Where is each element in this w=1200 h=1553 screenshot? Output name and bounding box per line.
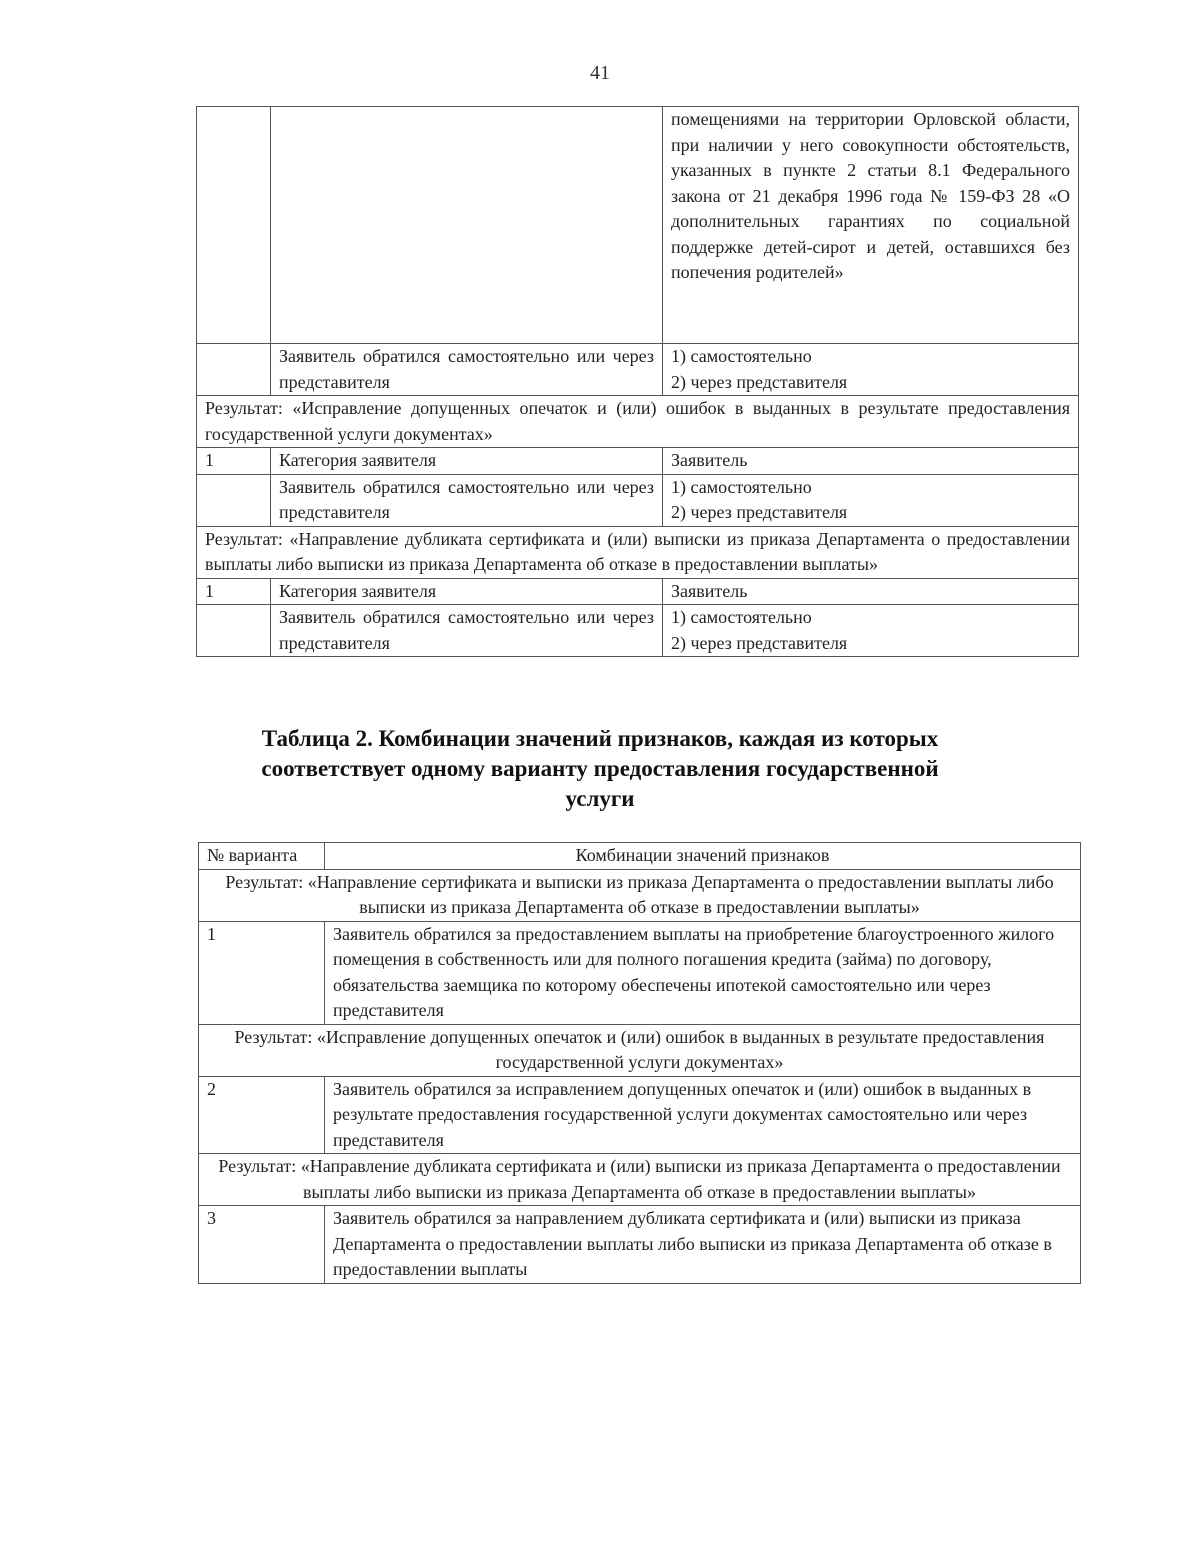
cell-number [197,605,271,657]
table-row [197,107,1079,344]
cell-value: помещениями на территории Орловской области, при наличии у него совокупности обстоятельств, указанных в пункте 2 статьи 8.1 Федерального закона от 21 декабря 1996 года № 159-ФЗ 28 «О дополнительных гарантиях по социальной поддержке детей-сирот и детей, оставшихся без попечения родителей» [663,107,1079,344]
result-cell: Результат: «Исправление допущенных опечаток и (или) ошибок в выданных в результате предоставления государственной услуги документах» [197,396,1079,448]
result-cell: Результат: «Направление сертификата и выписки из приказа Департамента о предоставлении выплаты либо выписки из приказа Департамента об отказе в предоставлении выплаты» [199,869,1081,921]
value-option: 2) через представителя [671,371,848,392]
result-row [197,396,1079,448]
table-header-row [199,843,1081,870]
cell-label [271,107,663,344]
value-option: 1) самостоятельно [671,607,812,627]
table-row [197,344,1079,396]
cell-value [663,344,1079,396]
header-variant-number: № варианта [199,843,325,870]
result-row [199,869,1081,921]
table-row [199,1076,1081,1154]
variant-number: 1 [199,921,325,1024]
table-row [197,474,1079,526]
cell-number [197,474,271,526]
result-cell: Результат: «Направление дубликата сертификата и (или) выписки из приказа Департамента о предоставлении выплаты либо выписки из приказа Департамента об отказе в предоставлении выплаты» [197,526,1079,578]
table-row [197,578,1079,605]
cell-number: 1 [197,448,271,475]
result-cell: Результат: «Направление дубликата сертификата и (или) выписки из приказа Департамента о предоставлении выплаты либо выписки из приказа Департамента об отказе в предоставлении выплаты» [199,1154,1081,1206]
variant-description: Заявитель обратился за исправлением допущенных опечаток и (или) ошибок в выданных в результате предоставления государственной услуги документах самостоятельно или через представителя [325,1076,1081,1154]
table-row [197,448,1079,475]
cell-label: Заявитель обратился самостоятельно или через представителя [271,605,663,657]
table-row [199,921,1081,1024]
cell-value: Заявитель [663,578,1079,605]
result-cell: Результат: «Исправление допущенных опечаток и (или) ошибок в выданных в результате предоставления государственной услуги документах» [199,1024,1081,1076]
value-option: 1) самостоятельно [671,476,812,497]
cell-label: Заявитель обратился самостоятельно или через представителя [271,344,663,396]
result-row [199,1024,1081,1076]
variants-table [198,842,1081,1284]
table-title: Таблица 2. Комбинации значений признаков, каждая из которых соответствует одному варианту предоставления государственной услуги [261,726,939,811]
cell-label: Заявитель обратился самостоятельно или через представителя [271,474,663,526]
cell-value: Заявитель [663,448,1079,475]
cell-number [197,344,271,396]
cell-number: 1 [197,578,271,605]
result-row [197,526,1079,578]
cell-label: Категория заявителя [271,448,663,475]
cell-label: Категория заявителя [271,578,663,605]
cell-value [663,605,1079,657]
result-row [199,1154,1081,1206]
variant-description: Заявитель обратился за предоставлением выплаты на приобретение благоустроенного жилого помещения в собственность или для полного погашения кредита (займа) по договору, обязательства заемщика по которому обеспечены ипотекой самостоятельно или через представителя [325,921,1081,1024]
cell-value [663,474,1079,526]
page-number: 41 [590,62,610,84]
header-combinations: Комбинации значений признаков [325,843,1081,870]
variant-number: 2 [199,1076,325,1154]
value-option: 1) самостоятельно [671,346,812,366]
cell-number [197,107,271,344]
variant-description: Заявитель обратился за направлением дубликата сертификата и (или) выписки из приказа Департамента о предоставлении выплаты либо выписки из приказа Департамента об отказе в предоставлении выплаты [325,1206,1081,1284]
value-option: 2) через представителя [671,632,848,653]
table-row [199,1206,1081,1284]
criteria-table-continued [196,106,1079,657]
variant-number: 3 [199,1206,325,1284]
table-row [197,605,1079,657]
value-option: 2) через представителя [671,502,848,522]
